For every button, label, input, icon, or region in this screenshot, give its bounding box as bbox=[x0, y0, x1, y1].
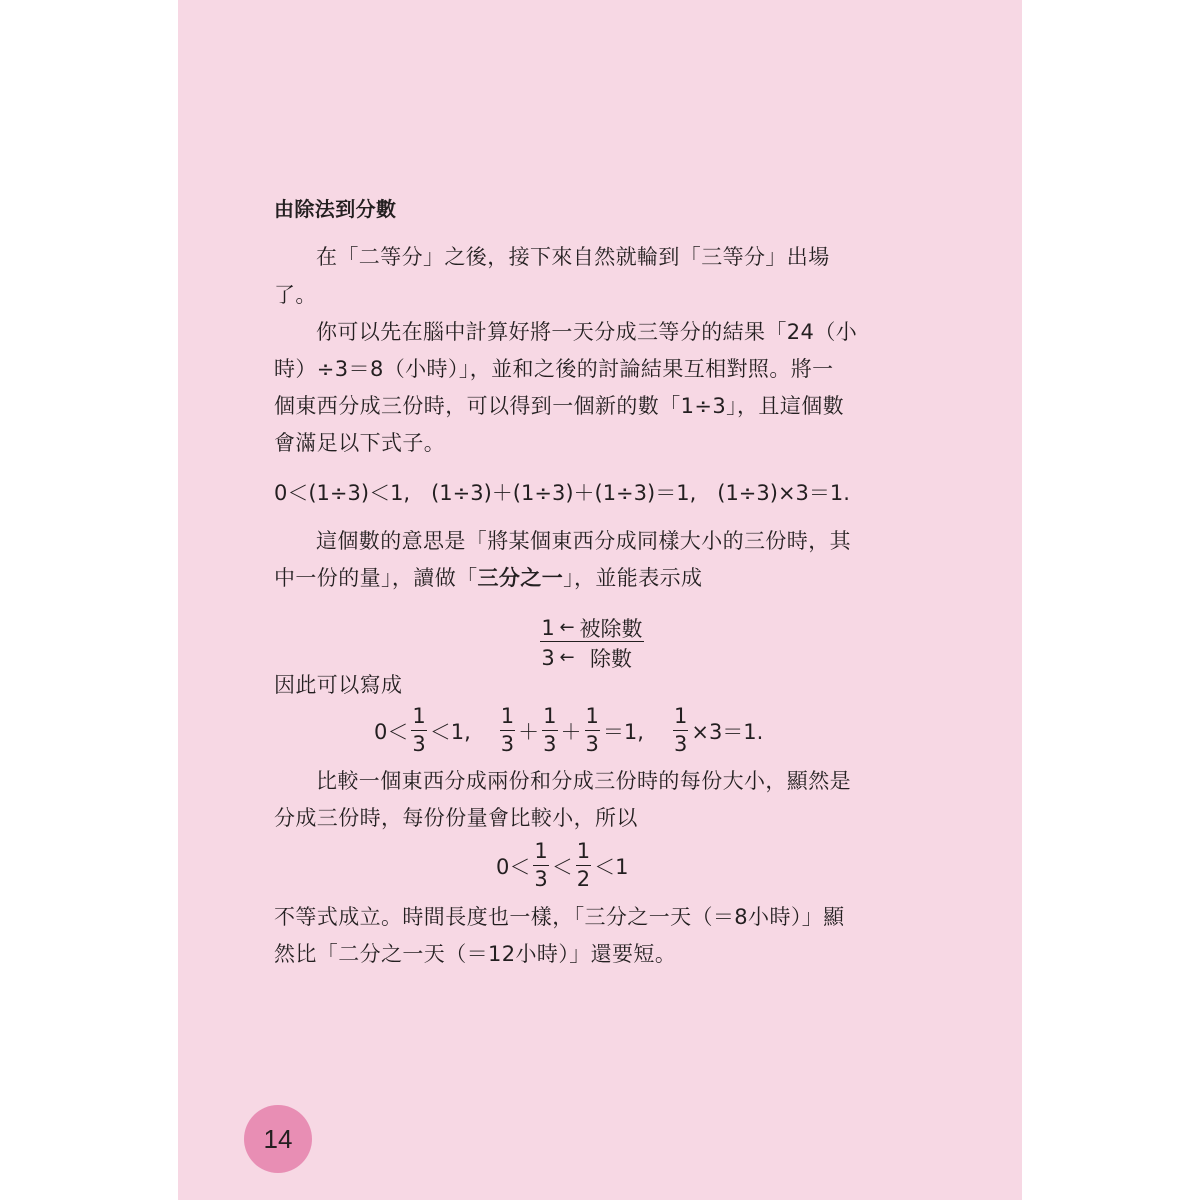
paragraph-6-line-2: 然比「二分之一天（＝12小時）」還要短。 bbox=[274, 942, 677, 966]
paragraph-2-line-3: 個東西分成三份時，可以得到一個新的數「1÷3」，且這個數 bbox=[274, 394, 845, 418]
paragraph-2-line-1: 你可以先在腦中計算好將一天分成三等分的結果「24（小 bbox=[316, 320, 858, 344]
left-arrow-icon: ← bbox=[559, 647, 575, 668]
paragraph-3-line-1: 這個數的意思是「將某個東西分成同樣大小的三份時，其 bbox=[316, 529, 851, 553]
eq3-text: ＜1 bbox=[594, 854, 629, 879]
eq2-text: ＝1, bbox=[602, 719, 644, 744]
paragraph-1-line-2: 了。 bbox=[274, 283, 317, 307]
fraction-one-third: $\frac{1}{3}$ bbox=[534, 839, 548, 891]
fraction-diagram bbox=[540, 614, 644, 671]
diagram-numerator: 1 bbox=[541, 615, 555, 640]
one-third-term: 三分之一 bbox=[477, 566, 564, 590]
paragraph-3-text: 中一份的量」，讀做「 bbox=[274, 566, 478, 590]
paragraph-3-line-2 bbox=[274, 566, 702, 590]
paragraph-2-line-2: 時）÷3＝8（小時）」，並和之後的討論結果互相對照。將一 bbox=[274, 357, 834, 381]
fraction-one-third: $\frac{1}{3}$ bbox=[673, 704, 688, 756]
equation-2 bbox=[374, 706, 763, 755]
eq2-text: ×3＝1. bbox=[691, 719, 764, 744]
fraction-bar bbox=[540, 641, 644, 642]
fraction-one-half: $\frac{1}{2}$ bbox=[576, 839, 591, 891]
paragraph-1-line-1: 在「二等分」之後，接下來自然就輪到「三等分」出場 bbox=[316, 245, 830, 269]
eq2-text: ＋ bbox=[518, 719, 540, 744]
eq3-text: 0＜ bbox=[496, 854, 531, 879]
diagram-denominator-label: 除數 bbox=[590, 646, 632, 671]
page-number-badge: 14 bbox=[244, 1105, 312, 1173]
eq2-text: 0＜ bbox=[374, 719, 409, 744]
fraction-one-third: $\frac{1}{3}$ bbox=[500, 704, 515, 756]
paragraph-5-line-1: 比較一個東西分成兩份和分成三份時的每份大小，顯然是 bbox=[316, 769, 851, 793]
section-heading: 由除法到分數 bbox=[274, 197, 397, 221]
eq3-text: ＜ bbox=[551, 854, 573, 879]
fraction-one-third: $\frac{1}{3}$ bbox=[412, 704, 426, 756]
paragraph-6-line-1: 不等式成立。時間長度也一樣，「三分之一天（＝8小時）」顯 bbox=[274, 905, 845, 929]
book-page bbox=[178, 0, 1022, 1200]
equation-3 bbox=[496, 841, 629, 890]
fraction-one-third: $\frac{1}{3}$ bbox=[543, 704, 557, 756]
left-arrow-icon: ← bbox=[559, 617, 575, 638]
eq2-text: ＋ bbox=[560, 719, 582, 744]
diagram-denominator: 3 bbox=[541, 645, 555, 670]
paragraph-3-text-end: 」，並能表示成 bbox=[563, 566, 703, 590]
paragraph-4: 因此可以寫成 bbox=[274, 673, 403, 697]
equation-1: 0＜(1÷3)＜1, (1÷3)＋(1÷3)＋(1÷3)＝1, (1÷3)×3＝1. bbox=[274, 481, 850, 505]
fraction-one-third: $\frac{1}{3}$ bbox=[585, 704, 599, 756]
paragraph-5-line-2: 分成三份時，每份份量會比較小，所以 bbox=[274, 806, 638, 830]
paragraph-2-line-4: 會滿足以下式子。 bbox=[274, 431, 446, 455]
eq2-text: ＜1, bbox=[429, 719, 471, 744]
diagram-numerator-label: 被除數 bbox=[579, 616, 643, 641]
